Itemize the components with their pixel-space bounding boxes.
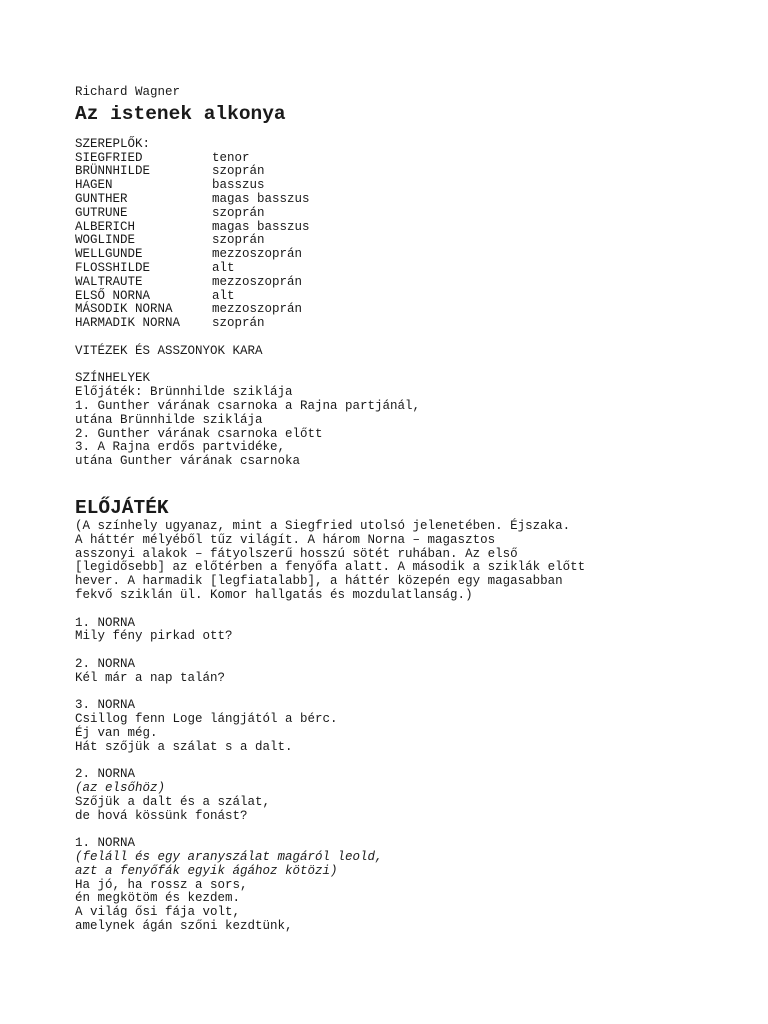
cast-voice: basszus	[212, 178, 265, 193]
spacer	[75, 331, 715, 345]
stage-direction-line: A háttér mélyéből tűz világít. A három Norna – magasztos	[75, 532, 496, 547]
cast-row	[75, 248, 715, 262]
setting-line: utána Gunther várának csarnoka	[75, 454, 301, 469]
cast-voice: szoprán	[212, 316, 265, 331]
setting-line: 3. A Rajna erdős partvidéke,	[75, 440, 286, 455]
cast-voice: magas basszus	[212, 219, 310, 234]
settings-heading: SZÍNHELYEK	[75, 371, 151, 386]
spacer	[75, 359, 715, 373]
setting-line: Előjáték: Brünnhilde sziklája	[75, 385, 293, 400]
chorus-line: VITÉZEK ÉS ASSZONYOK KARA	[75, 343, 263, 358]
setting-line: 1. Gunther várának csarnoka a Rajna partjánál,	[75, 398, 421, 413]
speaker: 1. NORNA	[75, 836, 136, 851]
direction-line: (feláll és egy aranyszálat magáról leold,	[75, 850, 383, 865]
document-content	[75, 86, 715, 934]
cast-row	[75, 234, 715, 248]
cast-name: WELLGUNDE	[75, 247, 143, 262]
cast-voice: alt	[212, 260, 235, 275]
cast-voice: mezzoszoprán	[212, 302, 303, 317]
direction-line: azt a fenyőfák egyik ágához kötözi)	[75, 863, 338, 878]
cast-row	[75, 221, 715, 235]
cast-voice: szoprán	[212, 233, 265, 248]
stage-direction-line: [legidősebb] az előtérben a fenyőfa alatt. A második a sziklák előtt	[75, 560, 586, 575]
cast-row	[75, 262, 715, 276]
verse-line: Ha jó, ha rossz a sors,	[75, 877, 248, 892]
spacer	[75, 685, 715, 699]
cast-row	[75, 276, 715, 290]
cast-name: WALTRAUTE	[75, 274, 143, 289]
cast-name: HAGEN	[75, 178, 113, 193]
cast-heading: SZEREPLŐK:	[75, 136, 151, 151]
verse-line: Éj van még.	[75, 725, 158, 740]
cast-name: BRÜNNHILDE	[75, 164, 151, 179]
spacer	[75, 469, 715, 496]
spacer	[75, 644, 715, 658]
spacer	[75, 754, 715, 768]
verse-line: én megkötöm és kezdem.	[75, 891, 241, 906]
prologue-heading: ELŐJÁTÉK	[75, 496, 169, 519]
cast-row	[75, 165, 715, 179]
spacer	[75, 603, 715, 617]
speaker: 1. NORNA	[75, 615, 136, 630]
verse-line: de hová kössünk fonást?	[75, 808, 248, 823]
cast-name: GUNTHER	[75, 191, 128, 206]
cast-name: FLOSSHILDE	[75, 260, 151, 275]
cast-row	[75, 179, 715, 193]
cast-row	[75, 152, 715, 166]
setting-line: utána Brünnhilde sziklája	[75, 412, 263, 427]
speaker: 3. NORNA	[75, 698, 136, 713]
cast-row	[75, 317, 715, 331]
cast-voice: szoprán	[212, 205, 265, 220]
setting-line: 2. Gunther várának csarnoka előtt	[75, 426, 323, 441]
cast-name: SIEGFRIED	[75, 150, 143, 165]
cast-name: ELSŐ NORNA	[75, 288, 151, 303]
speaker: 2. NORNA	[75, 767, 136, 782]
cast-name: WOGLINDE	[75, 233, 136, 248]
spacer	[75, 823, 715, 837]
verse-line: Mily fény pirkad ott?	[75, 629, 233, 644]
cast-name: MÁSODIK NORNA	[75, 302, 173, 317]
cast-row	[75, 207, 715, 221]
cast-name: ALBERICH	[75, 219, 136, 234]
cast-voice: szoprán	[212, 164, 265, 179]
cast-voice: tenor	[212, 150, 250, 165]
author: Richard Wagner	[75, 85, 181, 99]
cast-list	[75, 152, 715, 331]
speaker: 2. NORNA	[75, 656, 136, 671]
cast-voice: magas basszus	[212, 191, 310, 206]
verse-line: A világ ősi fája volt,	[75, 905, 241, 920]
verse-line: Hát szőjük a szálat s a dalt.	[75, 739, 293, 754]
direction-line: (az elsőhöz)	[75, 781, 166, 796]
stage-direction-line: (A színhely ugyanaz, mint a Siegfried utolsó jelenetében. Éjszaka.	[75, 518, 571, 533]
verse-line: Szőjük a dalt és a szálat,	[75, 794, 271, 809]
verse-line: amelynek ágán szőni kezdtünk,	[75, 919, 293, 934]
stage-direction-line: asszonyi alakok – fátyolszerű hosszú sötét ruhában. Az első	[75, 546, 518, 561]
cast-voice: mezzoszoprán	[212, 247, 303, 262]
verse-line: Kél már a nap talán?	[75, 670, 226, 685]
verse-line: Csillog fenn Loge lángjától a bérc.	[75, 712, 338, 727]
document-title: Az istenek alkonya	[75, 102, 286, 125]
cast-row	[75, 303, 715, 317]
cast-row	[75, 193, 715, 207]
cast-voice: alt	[212, 288, 235, 303]
cast-name: GUTRUNE	[75, 205, 128, 220]
stage-direction-line: hever. A harmadik [legfiatalabb], a háttér közepén egy magasabban	[75, 574, 563, 589]
cast-name: HARMADIK NORNA	[75, 316, 181, 331]
cast-voice: mezzoszoprán	[212, 274, 303, 289]
stage-direction-line: fekvő sziklán ül. Komor hallgatás és mozdulatlanság.)	[75, 587, 473, 602]
